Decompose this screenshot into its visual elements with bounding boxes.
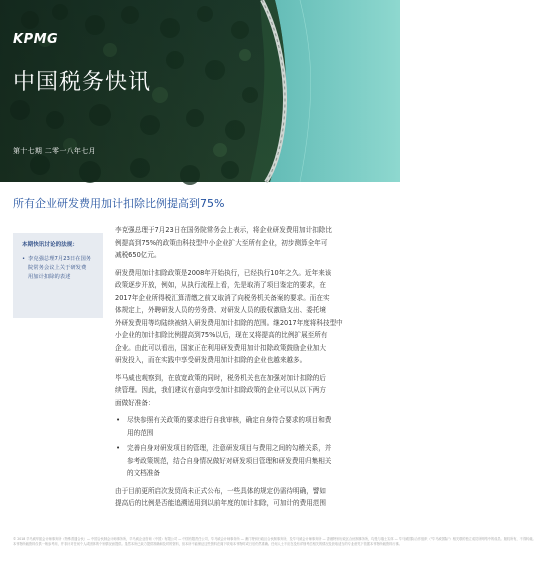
article-headline: 所有企业研发费用加计扣除比例提高到75% bbox=[13, 197, 225, 210]
bullet-item bbox=[115, 442, 387, 480]
text-line: 续管理。因此，我们建议有意向享受加计扣除政策的企业可以从以下两方 bbox=[115, 386, 326, 394]
footer-line: 本刊物所载资料仅供一般参考用，并非针对任何个人或团体的个别情况而提供。虽然本所已致力提供准确和及时的资料，但本所不能保证这些资料在阁下收取本刊物时或日后仍然准确。任何人士不应在没有详细考虑相关的情况及获取适当的专业意见下依据本刊物所载资料行事。 bbox=[13, 542, 402, 546]
body-paragraph bbox=[115, 372, 387, 410]
text-line: 李克强总理于7月23日在国务院常务会上表示，将企业研发费用加计扣除比 bbox=[115, 226, 332, 234]
body-paragraph bbox=[115, 267, 387, 367]
footer-disclaimer bbox=[13, 537, 536, 547]
body-paragraph bbox=[115, 485, 387, 510]
text-line: 减税650亿元。 bbox=[115, 251, 161, 259]
sidebar-box bbox=[13, 233, 103, 318]
issue-date: 第十七期 二零一八年七月 bbox=[13, 147, 96, 155]
article-body bbox=[115, 224, 387, 515]
text-line: 企业。由此可以看出，国家正在利用研发费用加计扣除政策鼓励企业加大 bbox=[115, 343, 326, 352]
text-line: 政策逐步开放，例如，从执行流程上看，先是取消了项目鉴定的要求，在 bbox=[115, 281, 326, 289]
sidebar-item bbox=[22, 255, 98, 282]
text-line: 体规定上，外聘研发人员的劳务费、对研发人员的股权激励支出、委托境 bbox=[115, 306, 326, 314]
sidebar-list bbox=[22, 255, 98, 282]
sidebar-title: 本期快讯讨论的法规： bbox=[22, 242, 78, 248]
text-line: 面做好准备： bbox=[115, 398, 155, 407]
bullet-list bbox=[115, 414, 387, 480]
text-line: 小企业的加计扣除比例提高到75%以后，现在又将提高的比例扩展至所有 bbox=[115, 331, 328, 339]
sidebar-item-line: 院常务会议上关于研发费 bbox=[28, 265, 87, 271]
bullet-item bbox=[115, 414, 387, 439]
body-paragraph bbox=[115, 224, 387, 262]
text-line: 研发投入，而在实践中享受研发费用加计扣除的企业也越来越多。 bbox=[115, 356, 307, 364]
text-line: • 完善自身对研发项目的管理，注意研发项目与费用之间的勾稽关系，并 bbox=[127, 444, 332, 452]
text-line: 外研发费用等均陆续被纳入研发费用加计扣除的范围。继2017年度将科技型中 bbox=[115, 318, 343, 327]
cover-photo bbox=[0, 0, 400, 182]
text-line: 的文档准备 bbox=[127, 469, 160, 477]
footer-line: © 2018 毕马威华振会计师事务所（特殊普通合伙）— 中国合伙制会计师事务所，毕马威企业咨询（中国）有限公司 — 中国有限责任公司，毕马威会计师事务所 — 澳门特别行政区合伙制事务所，及毕马威会计师事务所 — 香港特别行政区合伙制事务所，均是与瑞士实体 — 毕马威国际合作组织（"毕马威国际"）相关联的独立成员所网络中的成员。版权所有，不得转载。 bbox=[13, 537, 536, 541]
text-line: 2017年企业所得税汇算清缴之前又取消了向税务机关备案的要求。而在实 bbox=[115, 293, 330, 302]
text-line: • 尽快参照有关政策的要求进行自我审核，确定自身符合要求的项目和费 bbox=[127, 416, 332, 424]
text-line: 由于目前更所启次发贸尚未正式公布，一些具体的规定仍需待明确，譬如 bbox=[115, 486, 326, 495]
text-line: 毕马威也观察到，在放宽政策的同时，税务机关也在加强对加计扣除的后 bbox=[115, 373, 326, 382]
text-line: 参考政策规范，结合自身情况做好对研发项目管理和研发费用归集相关 bbox=[127, 456, 332, 465]
text-line: 例提高到75%的政策由科技型中小企业扩大至所有企业，初步测算全年可 bbox=[115, 238, 328, 247]
text-line: 用的范围 bbox=[127, 428, 154, 437]
page-title: 中国税务快讯 bbox=[13, 70, 152, 95]
text-line: 研发费用加计扣除政策是2008年开始执行，已经执行10年之久。近年来该 bbox=[115, 268, 332, 277]
text-line: 提高后的比例是否能追溯适用到以前年度的加计扣除，可加计的费用范围 bbox=[115, 499, 326, 507]
sidebar-item-line: 用加计扣除的表述 bbox=[28, 274, 71, 280]
sidebar-item-line: • 李克强总理7月23日在国务 bbox=[28, 256, 92, 262]
kpmg-logo: KPMG bbox=[13, 32, 59, 47]
